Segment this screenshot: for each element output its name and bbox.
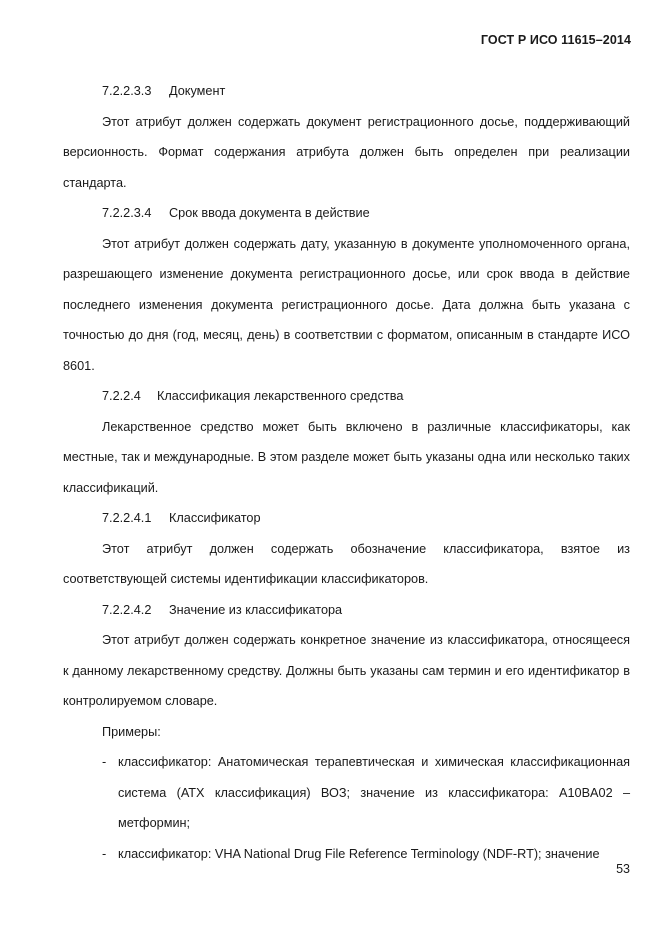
section-number: 7.2.2.4.2 xyxy=(102,602,152,617)
section-paragraph-7-2-2-3-4: Этот атрибут должен содержать дату, указанную в документе уполномоченного органа, разрешающего изменение документа регистрационного досье, или срок ввода в действие последнего изменения документа регистрационного досье. Дата должна быть указана с точностью до дня (год, месяц, день) в соответствии с форматом, описанным в стандарте ИСО 8601. xyxy=(63,236,630,373)
section-paragraph-7-2-2-4-2: Этот атрибут должен содержать конкретное значение из классификатора, относящееся к данному лекарственному средству. Должны быть указаны сам термин и его идентификатор в контролируемом словаре. xyxy=(63,633,630,708)
section-heading-7-2-2-4-1 xyxy=(63,503,630,534)
section-heading-7-2-2-4 xyxy=(63,381,630,412)
section-number: 7.2.2.4 xyxy=(102,389,141,403)
section-number: 7.2.2.3.3 xyxy=(102,84,152,98)
list-dash: - xyxy=(102,846,107,861)
section-title: Документ xyxy=(169,84,226,98)
section-paragraph-7-2-2-3-3: Этот атрибут должен содержать документ регистрационного досье, поддерживающий версионность. Формат содержания атрибута должен быть определен при реализации стандарта. xyxy=(63,114,630,190)
document-code-header: ГОСТ Р ИСО 11615–2014 xyxy=(480,33,631,47)
list-dash: - xyxy=(102,755,107,769)
examples-label: Примеры: xyxy=(102,724,161,739)
section-heading-7-2-2-3-4 xyxy=(63,198,630,229)
example-list-item xyxy=(63,747,630,839)
section-title: Срок ввода документа в действие xyxy=(169,206,370,220)
example-list-item xyxy=(63,839,630,870)
section-heading-7-2-2-4-2 xyxy=(63,595,630,626)
section-paragraph-7-2-2-4: Лекарственное средство может быть включено в различные классификаторы, как местные, так и международные. В этом разделе может быть указаны одна или несколько таких классификаций. xyxy=(63,419,630,495)
page-number: 53 xyxy=(616,862,630,876)
section-number: 7.2.2.3.4 xyxy=(102,206,152,220)
list-item-text: классификатор: Анатомическая терапевтическая и химическая классификационная система (АТХ классификация) ВОЗ; значение из классификатора: A10BA02 – метформин; xyxy=(118,755,630,830)
section-title: Классификация лекарственного средства xyxy=(157,389,404,403)
section-number: 7.2.2.4.1 xyxy=(102,511,152,525)
section-title: Классификатор xyxy=(169,511,261,525)
section-title: Значение из классификатора xyxy=(169,602,343,617)
section-paragraph-7-2-2-4-1: Этот атрибут должен содержать обозначение классификатора, взятое из соответствующей системы идентификации классификаторов. xyxy=(63,541,630,586)
list-item-text: классификатор: VHA National Drug File Reference Terminology (NDF-RT); значение xyxy=(118,846,600,861)
document-body xyxy=(63,76,630,869)
section-heading-7-2-2-3-3 xyxy=(63,76,630,107)
